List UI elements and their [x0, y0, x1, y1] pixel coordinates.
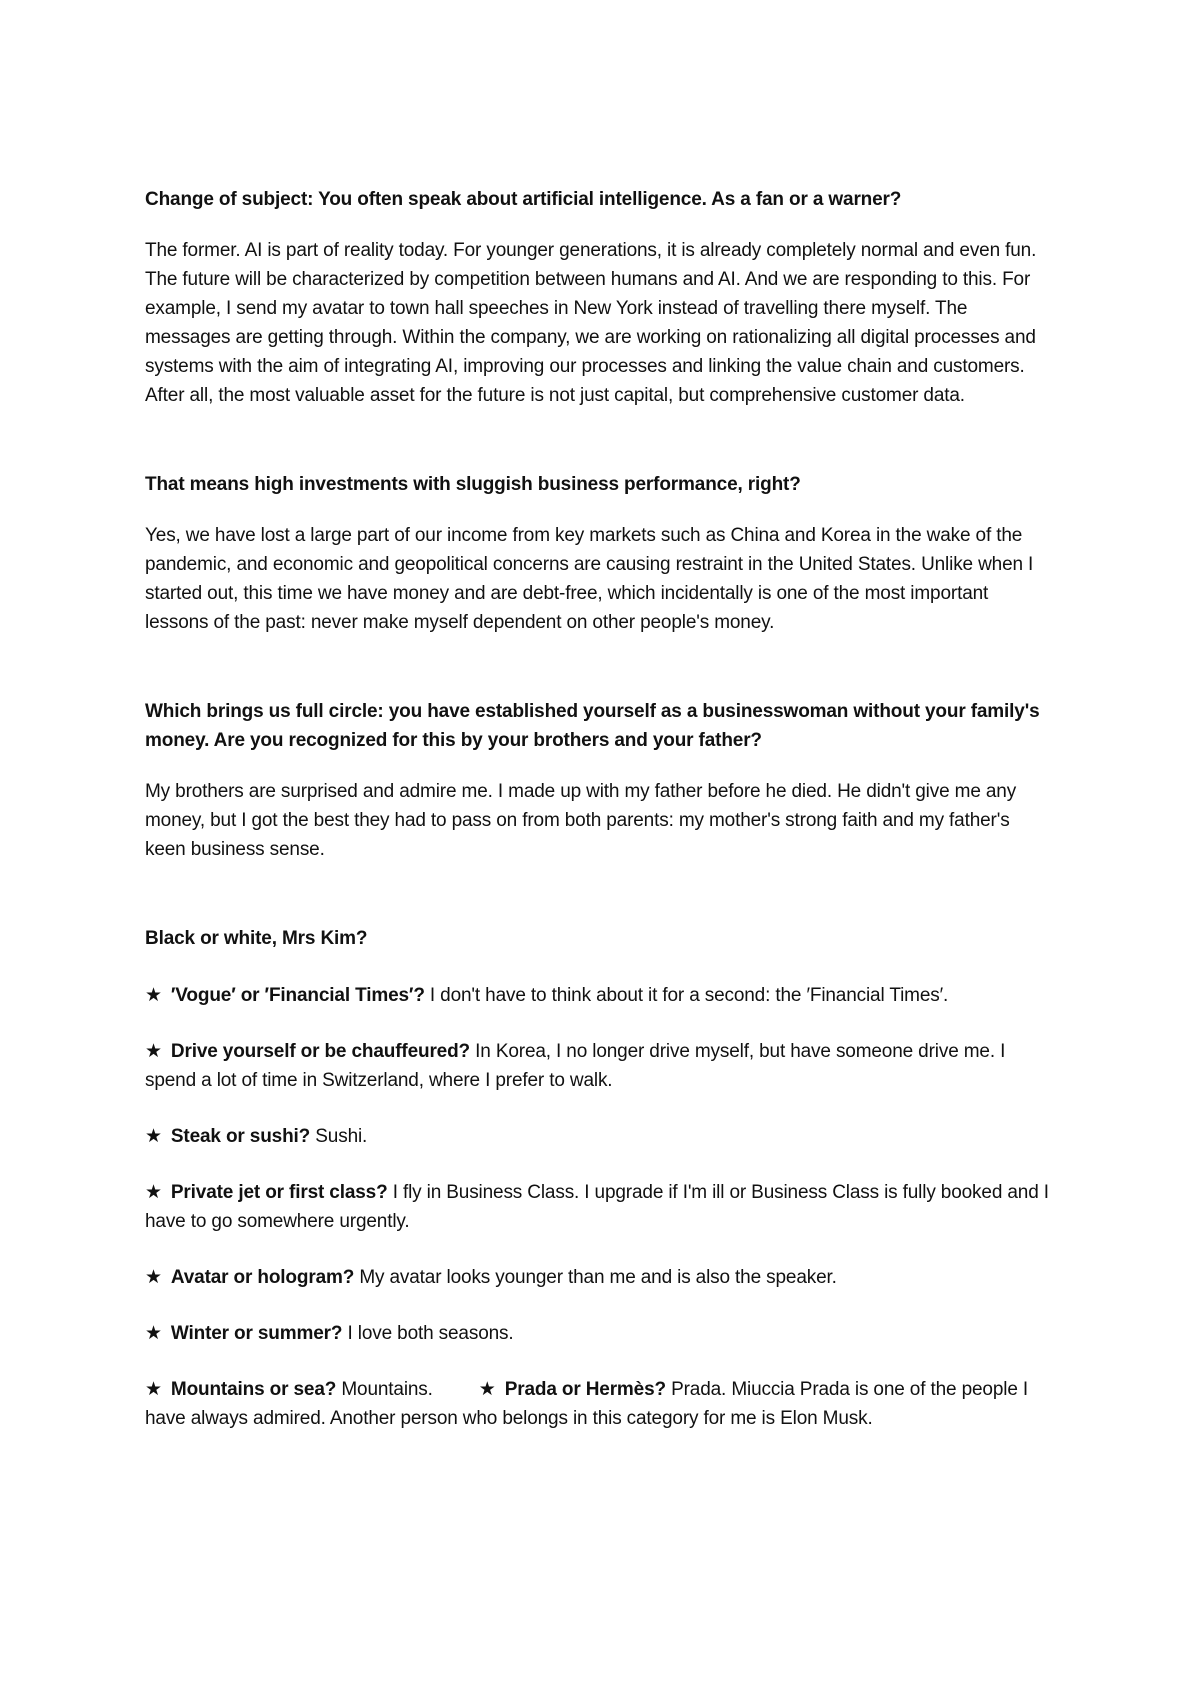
rapid-fire-question: Winter or summer? [170, 1323, 343, 1344]
rapid-fire-item-2 [145, 1037, 1050, 1095]
rapid-fire-question: Mountains or sea? [170, 1379, 337, 1400]
star-icon: ★ [145, 1040, 162, 1062]
rapid-fire-answer: I love both seasons. [347, 1323, 514, 1344]
star-icon: ★ [145, 1125, 162, 1147]
question-heading-2: That means high investments with sluggish business performance, right? [145, 474, 801, 495]
rapid-fire-item-6 [145, 1319, 1050, 1348]
answer-paragraph-3: My brothers are surprised and admire me. I made up with my father before he died. He didn't give me any money, but I got the best they had to pass on from both parents: my mother's strong faith and my father's keen business sense. [145, 781, 1017, 860]
rapid-fire-question: Steak or sushi? [170, 1126, 311, 1147]
rapid-fire-item-3 [145, 1122, 1050, 1151]
rapid-fire-item-7-8 [145, 1375, 1050, 1433]
rapid-fire-answer: I don't have to think about it for a second: the ′Financial Times′. [429, 985, 949, 1006]
section-heading-rapid-fire: Black or white, Mrs Kim? [145, 928, 368, 949]
rapid-fire-question: Prada or Hermès? [504, 1379, 666, 1400]
rapid-fire-question: Avatar or hologram? [170, 1267, 355, 1288]
star-icon: ★ [478, 1378, 496, 1400]
question-heading-1: Change of subject: You often speak about artificial intelligence. As a fan or a warner? [145, 189, 902, 210]
rapid-fire-question: Private jet or first class? [170, 1182, 388, 1203]
rapid-fire-item-5 [145, 1263, 1050, 1292]
answer-paragraph-1: The former. AI is part of reality today. For younger generations, it is already completely normal and even fun. The future will be characterized by competition between humans and AI. And we are responding to this. For example, I send my avatar to town hall speeches in New York instead of travelling there myself. The messages are getting through. Within the company, we are working on rationalizing all digital processes and systems with the aim of integrating AI, improving our processes and linking the value chain and customers. After all, the most valuable asset for the future is not just capital, but comprehensive customer data. [145, 240, 1037, 406]
question-heading-3: Which brings us full circle: you have established yourself as a businesswoman without your family's money. Are you recognized for this by your brothers and your father? [145, 701, 1040, 751]
star-icon: ★ [145, 1378, 162, 1400]
rapid-fire-answer: Mountains. [341, 1379, 433, 1400]
star-icon: ★ [145, 984, 162, 1006]
rapid-fire-question: ′Vogue′ or ′Financial Times′? [170, 985, 425, 1006]
star-icon: ★ [145, 1266, 162, 1288]
rapid-fire-answer: My avatar looks younger than me and is also the speaker. [359, 1267, 837, 1288]
interview-article [145, 185, 1050, 1433]
answer-paragraph-2: Yes, we have lost a large part of our income from key markets such as China and Korea in the wake of the pandemic, and economic and geopolitical concerns are causing restraint in the United States. Unlike when I started out, this time we have money and are debt-free, which incidentally is one of the most important lessons of the past: never make myself dependent on other people's money. [145, 525, 1034, 633]
star-icon: ★ [145, 1181, 162, 1203]
rapid-fire-answer: I fly in Business Class. I upgrade if I'm ill or Business Class is fully booked and I have to go somewhere urgently. [145, 1182, 1049, 1232]
star-icon: ★ [145, 1322, 162, 1344]
rapid-fire-item-4 [145, 1178, 1050, 1236]
rapid-fire-answer: Prada. Miuccia Prada is one of the people I have always admired. Another person who belongs in this category for me is Elon Musk. [145, 1379, 1028, 1429]
rapid-fire-answer: Sushi. [315, 1126, 368, 1147]
rapid-fire-question: Drive yourself or be chauffeured? [170, 1041, 471, 1062]
rapid-fire-answer: In Korea, I no longer drive myself, but have someone drive me. I spend a lot of time in Switzerland, where I prefer to walk. [145, 1041, 1006, 1091]
rapid-fire-item-1 [145, 981, 1050, 1010]
